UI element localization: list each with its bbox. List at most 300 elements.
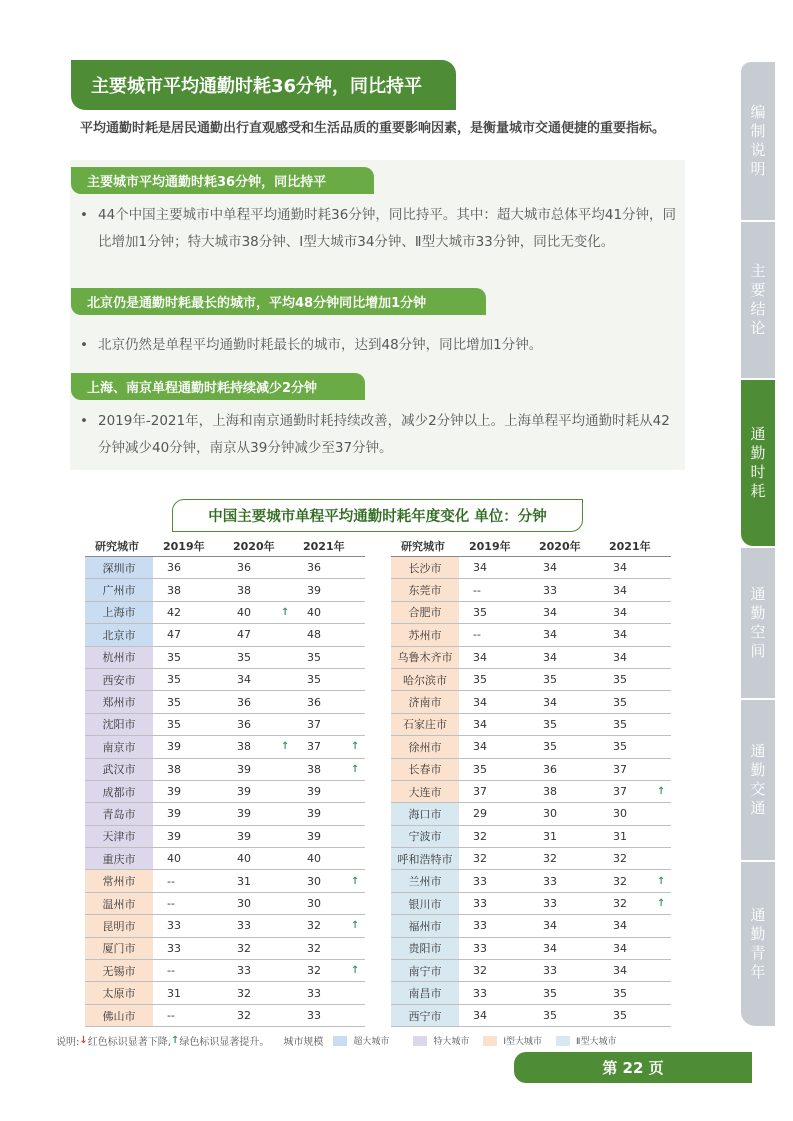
table-header — [85, 536, 365, 557]
green-arrow-icon: ↑ — [281, 606, 290, 618]
table-body — [85, 557, 365, 1027]
value-text: 42 — [167, 605, 181, 619]
value-cell-y2019 — [153, 870, 223, 891]
section-label-1: 主要城市平均通勤时耗36分钟，同比持平 — [71, 167, 374, 194]
value-text: 30 — [307, 874, 321, 888]
value-cell-y2021 — [599, 982, 669, 1003]
side-tab-shihao[interactable] — [741, 380, 775, 546]
value-cell-y2021 — [599, 557, 669, 578]
value-cell-y2019 — [153, 691, 223, 712]
value-cell-y2021 — [293, 647, 363, 668]
header-city: 研究城市 — [95, 540, 139, 553]
section-label-2: 北京仍是通勤时耗最长的城市，平均48分钟同比增加1分钟 — [71, 288, 486, 315]
value-text: 35 — [167, 673, 181, 687]
city-cell: 哈尔滨市 — [391, 669, 459, 690]
value-text: 35 — [307, 650, 321, 664]
value-text: 39 — [307, 583, 321, 597]
value-text: 33 — [167, 941, 181, 955]
value-cell-y2019 — [153, 624, 223, 645]
value-cell-y2019 — [459, 982, 529, 1003]
value-text: 39 — [237, 785, 251, 799]
city-cell: 青岛市 — [85, 803, 153, 824]
legend-swatch-super — [333, 1036, 347, 1046]
city-cell: 郑州市 — [85, 691, 153, 712]
header-2019: 2019年 — [163, 540, 205, 553]
value-text: 40 — [237, 605, 251, 619]
value-text: 34 — [473, 561, 487, 575]
city-cell: 广州市 — [85, 579, 153, 600]
header-2021: 2021年 — [609, 540, 651, 553]
value-cell-y2021 — [599, 647, 669, 668]
city-cell: 济南市 — [391, 691, 459, 712]
value-text: 32 — [473, 852, 487, 866]
bullet-dot: • — [80, 413, 88, 429]
value-text: 36 — [307, 695, 321, 709]
value-text: 32 — [473, 829, 487, 843]
value-text: 35 — [543, 1009, 557, 1022]
green-arrow-icon: ↑ — [351, 920, 360, 932]
legend-swatch-big1 — [483, 1036, 497, 1046]
value-text: 35 — [543, 673, 557, 687]
value-text: 34 — [473, 1009, 487, 1022]
commute-table-right — [391, 536, 671, 1027]
value-cell-y2020 — [529, 893, 599, 914]
table-row — [391, 579, 671, 601]
city-cell: 厦门市 — [85, 938, 153, 959]
value-text: 34 — [543, 941, 557, 955]
value-cell-y2020 — [529, 803, 599, 824]
value-text: 39 — [167, 785, 181, 799]
green-arrow-icon: ↑ — [351, 875, 360, 887]
value-cell-y2019 — [459, 803, 529, 824]
value-cell-y2019 — [459, 557, 529, 578]
value-cell-y2021 — [599, 960, 669, 981]
legend-swatch-mega — [413, 1036, 427, 1046]
value-cell-y2020 — [223, 893, 293, 914]
value-text: 36 — [237, 695, 251, 709]
value-text: 31 — [167, 986, 181, 1000]
city-cell: 银川市 — [391, 893, 459, 914]
value-text: 35 — [237, 650, 251, 664]
value-text: 34 — [613, 628, 627, 642]
value-text: 32 — [237, 941, 251, 955]
legend-item-big2: Ⅱ型大城市 — [576, 1037, 617, 1047]
value-cell-y2019 — [459, 915, 529, 936]
table-row — [85, 781, 365, 803]
value-text: 33 — [473, 919, 487, 933]
value-cell-y2019 — [153, 759, 223, 780]
value-text: 38 — [237, 740, 251, 754]
value-text: 36 — [237, 561, 251, 575]
legend-green-text: 绿色标识显著提升。 — [179, 1037, 270, 1048]
value-cell-y2021 — [293, 893, 363, 914]
value-text: 36 — [543, 762, 557, 776]
header-2021: 2021年 — [303, 540, 345, 553]
value-cell-y2019 — [459, 669, 529, 690]
section-label-3: 上海、南京单程通勤时耗持续减少2分钟 — [71, 373, 365, 400]
value-text: 38 — [167, 762, 181, 776]
table-row — [85, 826, 365, 848]
value-cell-y2019 — [153, 803, 223, 824]
value-text: 32 — [307, 964, 321, 978]
value-cell-y2020 — [223, 826, 293, 847]
table-row — [391, 915, 671, 937]
table-row — [85, 870, 365, 892]
value-text: 38 — [167, 583, 181, 597]
legend-scale-label: 城市规模 — [283, 1037, 324, 1048]
city-cell: 福州市 — [391, 915, 459, 936]
side-tab-qingnian[interactable] — [741, 862, 775, 1026]
section-bullet-1 — [80, 202, 680, 256]
city-cell: 南宁市 — [391, 960, 459, 981]
value-text: 33 — [473, 897, 487, 911]
value-cell-y2020 — [223, 960, 293, 981]
value-cell-y2019 — [459, 624, 529, 645]
value-cell-y2021 — [293, 624, 363, 645]
bullet-dot: • — [80, 337, 88, 353]
green-arrow-icon: ↑ — [351, 741, 360, 753]
city-cell: 大连市 — [391, 781, 459, 802]
value-cell-y2021 — [599, 714, 669, 735]
side-tab-label: 通勤青年 — [750, 906, 766, 981]
value-cell-y2020 — [223, 781, 293, 802]
value-text: 38 — [307, 762, 321, 776]
value-text: 35 — [543, 986, 557, 1000]
value-text: 37 — [473, 785, 487, 799]
value-cell-y2019 — [153, 982, 223, 1003]
table-row — [85, 624, 365, 646]
table-row — [391, 691, 671, 713]
value-text: 34 — [543, 561, 557, 575]
table-body — [391, 557, 671, 1027]
value-text: 36 — [167, 561, 181, 575]
table-row — [391, 826, 671, 848]
bullet-dot: • — [80, 207, 88, 223]
value-text: 31 — [237, 874, 251, 888]
value-cell-y2020 — [529, 826, 599, 847]
value-text: 33 — [307, 986, 321, 1000]
table-header — [391, 536, 671, 557]
value-cell-y2019 — [459, 714, 529, 735]
city-cell: 西宁市 — [391, 1005, 459, 1026]
value-cell-y2021 — [599, 736, 669, 757]
value-cell-y2021 — [599, 691, 669, 712]
city-cell: 呼和浩特市 — [391, 848, 459, 869]
side-tab-label: 主要结论 — [750, 262, 766, 337]
value-text: 36 — [307, 561, 321, 575]
city-cell: 南昌市 — [391, 982, 459, 1003]
value-cell-y2021 — [293, 960, 363, 981]
side-tab-bianzhi[interactable] — [741, 62, 775, 220]
value-text: 37 — [613, 785, 627, 799]
value-text: 34 — [613, 941, 627, 955]
table-row — [85, 714, 365, 736]
value-text: 35 — [613, 673, 627, 687]
value-text: 34 — [473, 717, 487, 731]
city-cell: 上海市 — [85, 602, 153, 623]
value-text: 35 — [613, 717, 627, 731]
value-text: 32 — [613, 897, 627, 911]
city-cell: 长沙市 — [391, 557, 459, 578]
value-text: 32 — [613, 852, 627, 866]
value-text: 35 — [543, 717, 557, 731]
value-cell-y2019 — [459, 893, 529, 914]
value-text: 34 — [543, 919, 557, 933]
city-cell: 昆明市 — [85, 915, 153, 936]
header-2020: 2020年 — [233, 540, 275, 553]
value-cell-y2021 — [599, 848, 669, 869]
value-cell-y2019 — [153, 915, 223, 936]
value-cell-y2020 — [529, 870, 599, 891]
value-cell-y2021 — [293, 781, 363, 802]
green-arrow-icon: ↑ — [657, 898, 666, 910]
city-cell: 宁波市 — [391, 826, 459, 847]
table-row — [391, 714, 671, 736]
city-cell: 海口市 — [391, 803, 459, 824]
city-cell: 杭州市 — [85, 647, 153, 668]
table-row — [85, 848, 365, 870]
table-row — [85, 759, 365, 781]
value-cell-y2020 — [223, 870, 293, 891]
table-row — [391, 624, 671, 646]
value-text: 35 — [473, 673, 487, 687]
value-cell-y2021 — [293, 669, 363, 690]
value-cell-y2019 — [153, 893, 223, 914]
table-title: 中国主要城市单程平均通勤时耗年度变化 单位：分钟 — [172, 499, 583, 532]
value-text: 40 — [237, 852, 251, 866]
value-cell-y2020 — [529, 602, 599, 623]
value-text: 39 — [167, 829, 181, 843]
value-text: 39 — [307, 785, 321, 799]
value-text: 32 — [237, 986, 251, 1000]
value-text: 37 — [613, 762, 627, 776]
green-arrow-icon: ↑ — [281, 741, 290, 753]
value-cell-y2019 — [459, 938, 529, 959]
value-cell-y2020 — [529, 938, 599, 959]
value-cell-y2020 — [529, 691, 599, 712]
value-cell-y2020 — [223, 915, 293, 936]
value-text: 37 — [307, 717, 321, 731]
value-text: 35 — [167, 650, 181, 664]
value-text: 35 — [613, 986, 627, 1000]
value-text: 34 — [543, 628, 557, 642]
value-text: 40 — [167, 852, 181, 866]
value-text: 38 — [237, 583, 251, 597]
table-row — [391, 893, 671, 915]
value-text: 35 — [543, 740, 557, 754]
value-cell-y2020 — [529, 848, 599, 869]
value-text: -- — [167, 874, 175, 888]
city-cell: 西安市 — [85, 669, 153, 690]
value-cell-y2020 — [529, 647, 599, 668]
city-cell: 重庆市 — [85, 848, 153, 869]
city-cell: 北京市 — [85, 624, 153, 645]
table-row — [391, 736, 671, 758]
value-cell-y2019 — [459, 736, 529, 757]
side-tab-label: 通勤空间 — [750, 585, 766, 660]
side-tab-jiaotong[interactable] — [741, 700, 775, 860]
table-row — [85, 557, 365, 579]
table-row — [85, 602, 365, 624]
value-cell-y2020 — [529, 714, 599, 735]
value-text: 32 — [473, 964, 487, 978]
value-cell-y2021 — [293, 803, 363, 824]
value-text: 33 — [473, 941, 487, 955]
value-cell-y2020 — [529, 915, 599, 936]
value-text: 32 — [543, 852, 557, 866]
table-row — [391, 669, 671, 691]
value-text: 30 — [543, 807, 557, 821]
legend-swatch-big2 — [556, 1036, 570, 1046]
city-cell: 合肥市 — [391, 602, 459, 623]
city-cell: 天津市 — [85, 826, 153, 847]
value-cell-y2020 — [223, 624, 293, 645]
value-text: 33 — [473, 986, 487, 1000]
value-cell-y2021 — [293, 915, 363, 936]
value-text: 34 — [613, 919, 627, 933]
value-cell-y2021 — [293, 982, 363, 1003]
value-cell-y2020 — [529, 982, 599, 1003]
header-2019: 2019年 — [469, 540, 511, 553]
value-text: 29 — [473, 807, 487, 821]
value-cell-y2019 — [459, 960, 529, 981]
value-cell-y2019 — [459, 781, 529, 802]
value-cell-y2020 — [529, 736, 599, 757]
city-cell: 成都市 — [85, 781, 153, 802]
city-cell: 南京市 — [85, 736, 153, 757]
value-text: 35 — [167, 695, 181, 709]
table-row — [85, 982, 365, 1004]
header-city: 研究城市 — [401, 540, 445, 553]
value-cell-y2019 — [153, 938, 223, 959]
value-text: 30 — [307, 897, 321, 911]
table-row — [85, 691, 365, 713]
value-cell-y2021 — [293, 759, 363, 780]
value-text: 36 — [237, 717, 251, 731]
table-row — [85, 938, 365, 960]
city-cell: 佛山市 — [85, 1005, 153, 1026]
side-tab-label: 通勤时耗 — [750, 425, 766, 500]
value-cell-y2019 — [153, 736, 223, 757]
value-cell-y2021 — [599, 759, 669, 780]
value-text: 39 — [307, 829, 321, 843]
value-text: 35 — [613, 740, 627, 754]
section-text-1: 44个中国主要城市中单程平均通勤时耗36分钟，同比持平。其中：超大城市总体平均41分钟，同比增加1分钟；特大城市38分钟、Ⅰ型大城市34分钟、Ⅱ型大城市33分钟，同比无变化。 — [98, 207, 677, 250]
value-text: 33 — [543, 964, 557, 978]
value-cell-y2021 — [599, 893, 669, 914]
value-cell-y2019 — [153, 848, 223, 869]
side-tab-kongjian[interactable] — [741, 548, 775, 698]
legend-red-text: 红色标识显著下降, — [87, 1037, 171, 1048]
table-row — [391, 602, 671, 624]
city-cell: 深圳市 — [85, 557, 153, 578]
value-cell-y2020 — [223, 982, 293, 1003]
value-text: 34 — [613, 605, 627, 619]
city-cell: 温州市 — [85, 893, 153, 914]
page-title: 主要城市平均通勤时耗36分钟，同比持平 — [71, 60, 456, 110]
value-cell-y2021 — [293, 826, 363, 847]
value-cell-y2021 — [599, 938, 669, 959]
value-text: 38 — [543, 785, 557, 799]
value-cell-y2021 — [599, 915, 669, 936]
value-text: -- — [167, 897, 175, 911]
value-cell-y2019 — [153, 826, 223, 847]
value-text: 35 — [473, 605, 487, 619]
value-text: 39 — [307, 807, 321, 821]
value-text: 34 — [613, 561, 627, 575]
value-text: 34 — [473, 650, 487, 664]
value-text: 35 — [613, 695, 627, 709]
value-cell-y2021 — [293, 938, 363, 959]
value-text: 39 — [237, 807, 251, 821]
value-cell-y2019 — [459, 691, 529, 712]
value-text: 37 — [307, 740, 321, 754]
value-text: 40 — [307, 852, 321, 866]
value-cell-y2021 — [293, 691, 363, 712]
value-text: 39 — [237, 762, 251, 776]
city-cell: 东莞市 — [391, 579, 459, 600]
city-cell: 乌鲁木齐市 — [391, 647, 459, 668]
city-cell: 石家庄市 — [391, 714, 459, 735]
value-text: 31 — [543, 829, 557, 843]
value-text: 35 — [167, 717, 181, 731]
value-cell-y2019 — [459, 759, 529, 780]
value-cell-y2021 — [599, 870, 669, 891]
value-cell-y2019 — [153, 714, 223, 735]
value-cell-y2020 — [223, 714, 293, 735]
value-cell-y2020 — [223, 579, 293, 600]
section-text-2: 北京仍然是单程平均通勤时耗最长的城市，达到48分钟，同比增加1分钟。 — [98, 337, 543, 353]
value-text: 35 — [473, 762, 487, 776]
value-cell-y2021 — [599, 602, 669, 623]
city-cell: 武汉市 — [85, 759, 153, 780]
city-cell: 徐州市 — [391, 736, 459, 757]
value-cell-y2021 — [293, 870, 363, 891]
city-cell: 常州市 — [85, 870, 153, 891]
value-text: 33 — [543, 583, 557, 597]
value-cell-y2020 — [223, 669, 293, 690]
table-row — [391, 781, 671, 803]
value-cell-y2019 — [459, 647, 529, 668]
value-cell-y2020 — [529, 1005, 599, 1026]
value-cell-y2020 — [529, 781, 599, 802]
value-text: 39 — [167, 740, 181, 754]
table-row — [85, 647, 365, 669]
table-row — [391, 647, 671, 669]
value-text: 47 — [237, 628, 251, 642]
side-tab-jielun[interactable] — [741, 222, 775, 378]
value-text: -- — [167, 1009, 175, 1022]
green-arrow-icon: ↑ — [351, 965, 360, 977]
table-row — [391, 960, 671, 982]
value-cell-y2020 — [223, 848, 293, 869]
value-cell-y2020 — [529, 557, 599, 578]
value-cell-y2021 — [599, 826, 669, 847]
value-cell-y2020 — [529, 579, 599, 600]
value-cell-y2021 — [293, 736, 363, 757]
value-text: 33 — [307, 1009, 321, 1022]
value-text: 32 — [237, 1009, 251, 1022]
side-tab-label: 通勤交通 — [750, 742, 766, 817]
value-cell-y2020 — [529, 624, 599, 645]
value-cell-y2020 — [223, 1005, 293, 1026]
value-cell-y2020 — [529, 960, 599, 981]
value-cell-y2021 — [599, 1005, 669, 1026]
legend-item-big1: Ⅰ型大城市 — [503, 1037, 543, 1047]
value-text: 31 — [613, 829, 627, 843]
table-row — [391, 982, 671, 1004]
value-cell-y2021 — [599, 803, 669, 824]
